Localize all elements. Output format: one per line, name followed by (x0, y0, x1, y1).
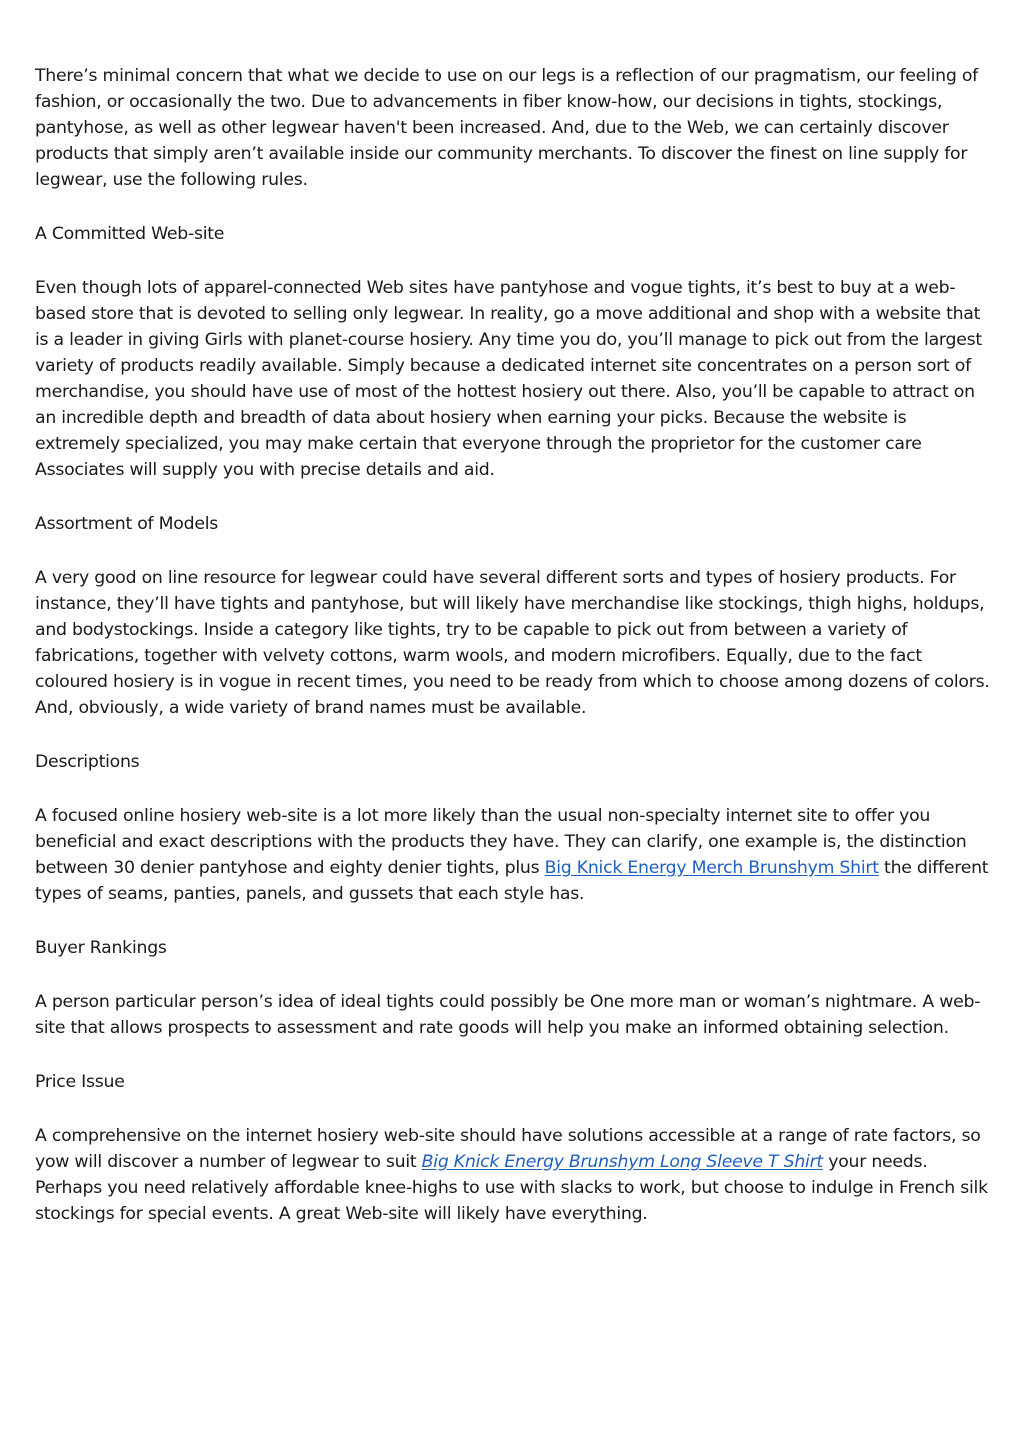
section-heading-buyer-rankings: Buyer Rankings (35, 938, 167, 958)
section-body-descriptions (35, 803, 993, 907)
descriptions-text-before: A focused online hosiery web-site is a lot more likely than the usual non-specialty internet site to offer you beneficial and exact descriptions with the products they have. They can clarify, one example is, the distinction between 30 denier pantyhose and eighty denier tights, plus (35, 806, 967, 878)
section-heading-assortment-of-models: Assortment of Models (35, 514, 219, 534)
section-body-buyer-rankings: A person particular person’s idea of ideal tights could possibly be One more man or woman’s nightmare. A web-site that allows prospects to assessment and rate goods will help you make an informed obtaining selection. (35, 992, 981, 1038)
section-body-committed-website: Even though lots of apparel-connected Web sites have pantyhose and vogue tights, it’s best to buy at a web-based store that is devoted to selling only legwear. In reality, go a move additional and shop with a website that is a leader in giving Girls with planet-course hosiery. Any time you do, you’ll manage to pick out from the largest variety of products readily available. Simply because a dedicated internet site concentrates on a person sort of merchandise, you should have use of most of the hottest hosiery out there. Also, you’ll be capable to attract on an incredible depth and breadth of data about hosiery when earning your picks. Because the website is extremely specialized, you may make certain that everyone through the proprietor for the customer care Associates will supply you with precise details and aid. (35, 278, 982, 480)
article (35, 63, 993, 1255)
price-text-before: A comprehensive on the internet hosiery web-site should have solutions accessible at a range of rate factors, so yow will discover a number of legwear to suit (35, 1126, 981, 1172)
section-heading-descriptions: Descriptions (35, 752, 140, 772)
section-body-assortment-of-models: A very good on line resource for legwear could have several different sorts and types of hosiery products. For instance, they’ll have tights and pantyhose, but will likely have merchandise like stockings, thigh highs, holdups, and bodystockings. Inside a category like tights, try to be capable to pick out from between a variety of fabrications, together with velvety cottons, warm wools, and modern microfibers. Equally, due to the fact coloured hosiery is in vogue in recent times, you need to be ready from which to choose among dozens of colors. And, obviously, a wide variety of brand names must be available. (35, 568, 990, 718)
price-text-after: your needs. Perhaps you need relatively affordable knee-highs to use with slacks to work, but choose to indulge in French silk stockings for special events. A great Web-site will likely have everything. (35, 1152, 988, 1224)
section-heading-price-issue: Price Issue (35, 1072, 125, 1092)
descriptions-text-after: the different types of seams, panties, panels, and gussets that each style has. (35, 858, 989, 904)
brunshym-shirt-link[interactable]: Big Knick Energy Merch Brunshym Shirt (544, 858, 879, 878)
section-body-price-issue (35, 1123, 993, 1227)
brunshym-long-sleeve-link[interactable]: Big Knick Energy Brunshym Long Sleeve T Shirt (421, 1152, 823, 1172)
intro-paragraph: There’s minimal concern that what we decide to use on our legs is a reflection of our pragmatism, our feeling of fashion, or occasionally the two. Due to advancements in fiber know-how, our decisions in tights, stockings, pantyhose, as well as other legwear haven't been increased. And, due to the Web, we can certainly discover products that simply aren’t available inside our community merchants. To discover the finest on line supply for legwear, use the following rules. (35, 66, 978, 190)
section-heading-committed-website: A Committed Web-site (35, 224, 225, 244)
